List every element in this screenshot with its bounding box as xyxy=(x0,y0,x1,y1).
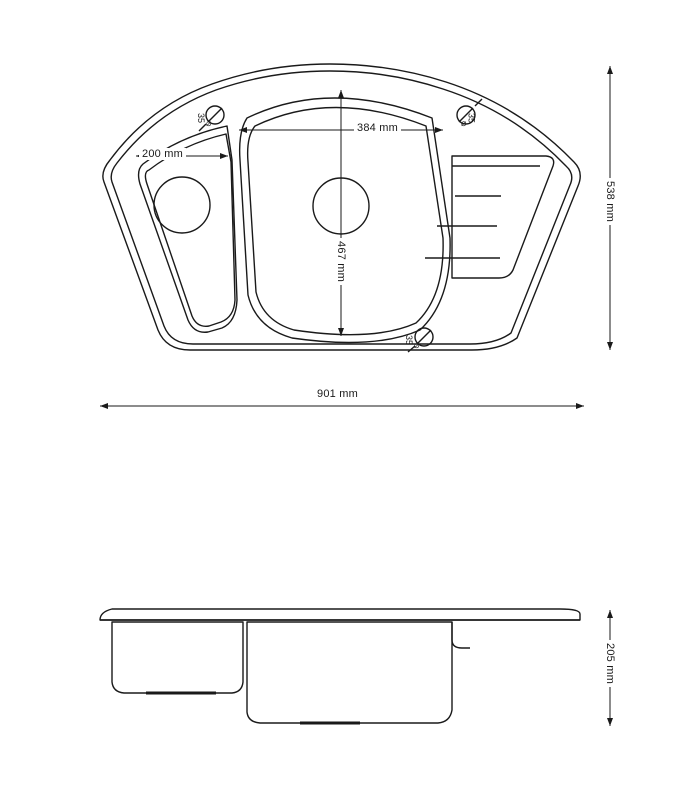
drainer-outline xyxy=(452,156,554,278)
diameter-symbol-right-icon: ⌀ xyxy=(461,118,467,129)
small-drain-circle xyxy=(154,177,210,233)
side-drainer-edge xyxy=(452,622,470,648)
dimension-label-small-bowl-width: 200 mm xyxy=(139,148,186,160)
dimension-label-overall-width: 901 mm xyxy=(314,388,361,400)
tap-hole-right-value: 35 xyxy=(466,113,477,124)
tap-hole-left-label xyxy=(196,110,211,129)
side-top-rim xyxy=(100,609,580,620)
side-left-bowl xyxy=(112,622,243,693)
diameter-symbol-bottom-icon: ⌀ xyxy=(414,340,420,351)
tap-hole-left-value: 35 xyxy=(196,113,206,124)
dimension-lines-top xyxy=(100,66,610,406)
main-bowl-outline xyxy=(240,98,450,343)
main-bowl-inner xyxy=(248,108,443,335)
tap-hole-bottom-label xyxy=(404,332,419,351)
side-view-group xyxy=(100,609,580,723)
diameter-symbol-left-icon: ⌀ xyxy=(206,118,212,129)
tap-hole-right-label xyxy=(461,110,476,129)
dimension-label-bowl-width: 384 mm xyxy=(354,122,401,134)
dimension-label-bowl-depth: 467 mm xyxy=(335,238,347,285)
dimension-label-overall-height: 205 mm xyxy=(604,640,616,687)
top-view-group xyxy=(103,64,580,352)
small-bowl-inner xyxy=(145,134,235,326)
tap-hole-bottom-value: 35 xyxy=(404,335,414,346)
dimension-label-overall-depth: 538 mm xyxy=(604,178,616,225)
side-right-bowl xyxy=(247,622,452,723)
